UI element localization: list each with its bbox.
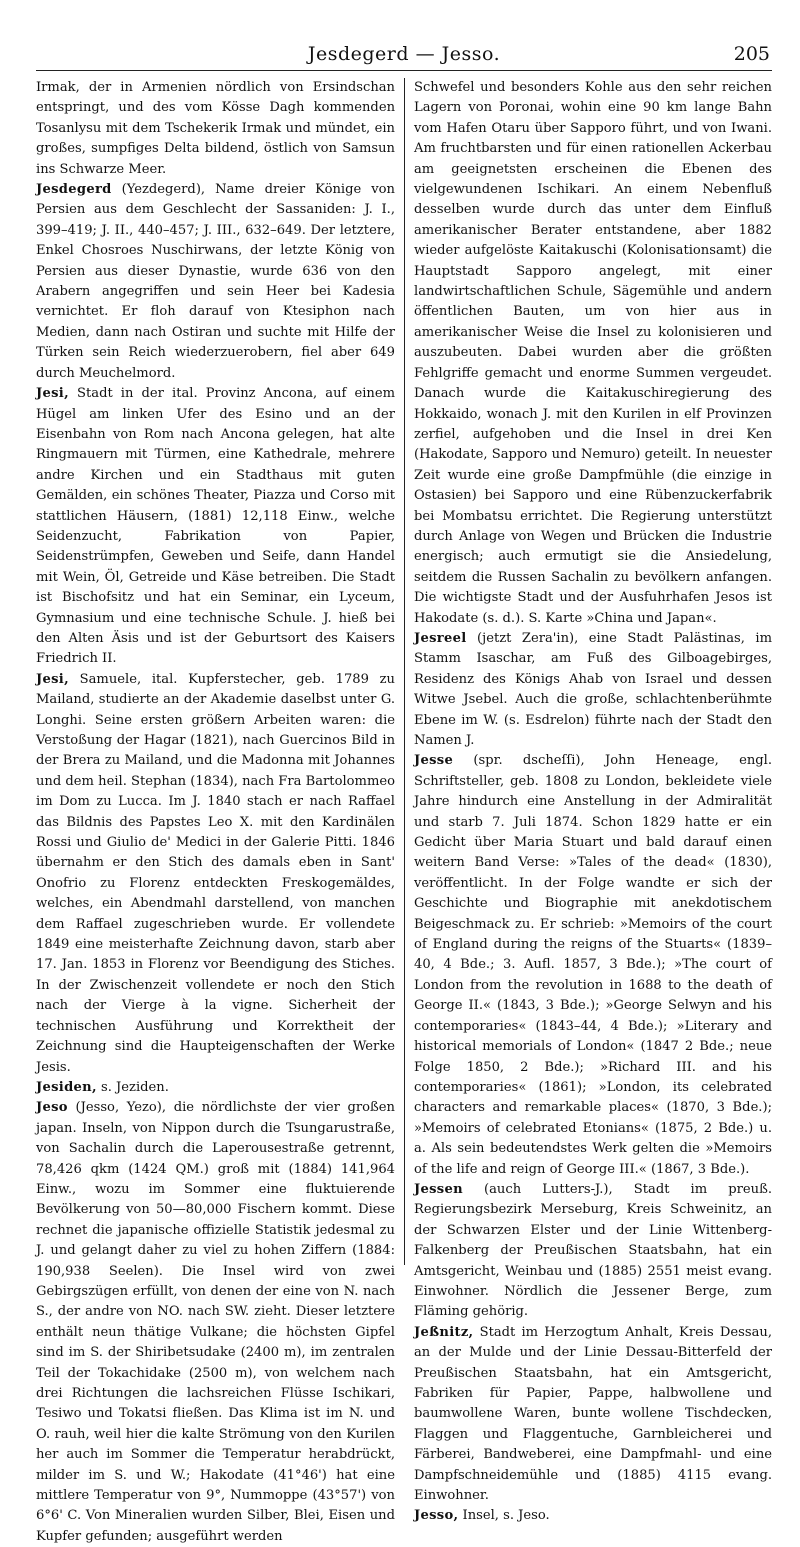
entry-text: (Yezdegerd), Name dreier Könige von Persien aus dem Geschlecht der Sassaniden: J. I., 399–419; J. II., 440–457; J. III., 632–649. Der letztere, Enkel Chosroes Nuschirwans, der letzte König von Persien aus dieser Dynastie, wurde 636 von den Arabern angegriffen und sein Heer bei Kadesia vernichtet. Er floh darauf von Ktesiphon nach Medien, dann nach Ostiran und suchte mit Hilfe der Türken sein Reich wiederzuerobern, fiel aber 649 durch Meuchelmord. [36, 182, 395, 381]
entry-text: Irmak, der in Armenien nördlich von Ersindschan entspringt, und des vom Kösse Dagh kommenden Tosanlysu mit dem Tschekerik Irmak und mündet, ein großes, sumpfiges Delta bildend, östlich von Samsun ins Schwarze Meer. [36, 80, 395, 177]
left-column [36, 78, 404, 1544]
running-title: Jesdegerd — Jesso. [307, 43, 501, 65]
entry-headword: Jesse [414, 753, 454, 769]
text-columns [36, 78, 772, 1544]
entry-text: Schwefel und besonders Kohle aus den sehr reichen Lagern von Poronai, wohin eine 90 km lange Bahn vom Hafen Otaru über Sapporo führt, und von Iwani. Am fruchtbarsten und für einen rationellen Ackerbau am geeignetsten erscheinen die Ebenen des vielgewundenen Ischikari. An einem Nebenfluß desselben wurde durch das unter dem Einfluß amerikanischer Berater entstandene, aber 1882 wieder aufgelöste Kaitakuschi (Kolonisationsamt) die Hauptstadt Sapporo angelegt, mit einer landwirtschaftlichen Schule, Sägemühle und andern öffentlichen Bauten, um von hier aus in amerikanischer Weise die Insel zu kolonisieren und auszubeuten. Dabei wurden aber die größten Fehlgriffe gemacht und enorme Summen vergeudet. Danach wurde die Kaitakuschiregierung des Hokkaido, wonach J. mit den Kurilen in elf Provinzen zerfiel, aufgehoben und die Insel in drei Ken (Hakodate, Sapporo und Nemuro) geteilt. In neuester Zeit wurde eine große Dampfmühle (die einzige in Ostasien) bei Sapporo und eine Rübenzuckerfabrik bei Mombatsu errichtet. Die Regierung unterstützt durch Anlage von Wegen und Brücken die Industrie energisch; auch ermutigt sie die Ansiedelung, seitdem die Russen Sachalin zu bevölkern anfangen. Die wichtigste Stadt und der Ausfuhrhafen Jesos ist Hakodate (s. d.). S. Karte »China und Japan«. [414, 80, 772, 626]
running-header [36, 40, 772, 71]
entry-jesi-samuele [36, 670, 395, 1078]
entry-headword: Jeso [36, 1100, 68, 1116]
entry-jesiden [36, 1078, 395, 1098]
entry-headword: Jesdegerd [36, 182, 112, 198]
entry-text: Samuele, ital. Kupferstecher, geb. 1789 zu Mailand, studierte an der Akademie daselbst unter G. Longhi. Seine ersten größern Arbeiten waren: die Verstoßung der Hagar (1821), nach Guercinos Bild in der Brera zu Mailand, und die Madonna mit Johannes und dem heil. Stephan (1834), nach Fra Bartolommeo im Dom zu Lucca. Im J. 1840 stach er nach Raffael das Bildnis des Papstes Leo X. mit den Kardinälen Rossi und Giulio de' Medici in der Galerie Pitti. 1846 übernahm er den Stich des damals eben in Sant' Onofrio zu Florenz entdeckten Freskogemäldes, welches, ein Abendmahl darstellend, von manchen dem Raffael zugeschrieben wurde. Er vollendete 1849 eine meisterhafte Zeichnung davon, starb aber 17. Jan. 1853 in Florenz vor Beendigung des Stiches. In der Zwischenzeit vollendete er noch den Stich nach der Vierge à la vigne. Sicherheit der technischen Ausführung und Korrektheit der Zeichnung sind die Haupteigenschaften der Werke Jesis. [36, 671, 395, 1075]
entry-text: (spr. dscheſſi), John Heneage, engl. Schriftsteller, geb. 1808 zu London, bekleidete viele Jahre hindurch eine Anstellung in der Admiralität und starb 7. Juli 1874. Schon 1829 hatte er ein Gedicht über Maria Stuart und bald darauf einen weitern Band Verse: »Tales of the dead« (1830), veröffentlicht. In der Folge wandte er sich der Geschichte und Biographie mit anekdotischem Beigeschmack zu. Er schrieb: »Memoirs of the court of England during the reigns of the Stuarts« (1839–40, 4 Bde.; 3. Aufl. 1857, 3 Bde.); »The court of London from the revolution in 1688 to the death of George II.« (1843, 3 Bde.); »George Selwyn and his contemporaries« (1843–44, 4 Bde.); »Literary and historical memorials of London« (1847 2 Bde.; neue Folge 1850, 2 Bde.); »Richard III. and his contemporaries« (1861); »London, its celebrated characters and remarkable places« (1870, 3 Bde.); »Memoirs of celebrated Etonians« (1875, 2 Bde.) u. a. Als sein bedeutendstes Werk gelten die »Memoirs of the life and reign of George III.« (1867, 3 Bde.). [414, 753, 772, 1177]
entry-jesdegerd [36, 180, 395, 384]
entry-jeso-continued [414, 78, 772, 629]
entry-text: (Jesso, Yezo), die nördlichste der vier großen japan. Inseln, von Nippon durch die Tsungarustraße, von Sachalin durch die Laperousestraße getrennt, 78,426 qkm (1424 QM.) groß mit (1884) 141,964 Einw., wozu im Sommer eine fluktuierende Bevölkerung von 50—80,000 Fischern kommt. Diese rechnet die japanische offizielle Statistik jedesmal zu J. und gelangt daher zu viel zu hohen Ziffern (1884: 190,938 Seelen). Die Insel wird von zwei Gebirgszügen erfüllt, von denen der eine von N. nach S., der andre von NO. nach SW. zieht. Dieser letztere enthält neun thätige Vulkane; die höchsten Gipfel sind im S. der Shiribetsudake (2400 m), im zentralen Teil der Tokachidake (2500 m), von welchem nach drei Richtungen die lachsreichen Flüsse Ischikari, Tesiwo und Tokatsi fließen. Das Klima ist im N. und O. rauh, weil hier die kalte Strömung von den Kurilen her auch im Sommer die Temperatur herabdrückt, milder im S. und W.; Hakodate (41°46') hat eine mittlere Temperatur von 9°, Nummoppe (43°57') von 6°6' C. Von Mineralien wurden Silber, Blei, Eisen und Kupfer gefunden; ausgeführt werden [36, 1100, 395, 1544]
entry-jesreel [414, 629, 772, 751]
entry-text: (auch Lutters-J.), Stadt im preuß. Regierungsbezirk Merseburg, Kreis Schweinitz, an der Schwarzen Elster und der Linie Wittenberg-Falkenberg der Preußischen Staatsbahn, hat ein Amtsgericht, Weinbau und (1885) 2551 meist evang. Einwohner. Nördlich die Jessener Berge, zum Fläming gehörig. [414, 1181, 772, 1320]
entry-text: Insel, s. Jeso. [458, 1508, 550, 1524]
entry-jesso [414, 1506, 772, 1526]
entry-jessen [414, 1180, 772, 1323]
entry-jessnitz [414, 1323, 772, 1507]
entry-irmak-continued [36, 78, 395, 180]
entry-headword: Jesreel [414, 630, 467, 646]
entry-headword: Jesi, [36, 671, 69, 687]
entry-text: s. Jeziden. [96, 1079, 169, 1095]
entry-headword: Jesiden, [36, 1079, 97, 1095]
entry-text: (jetzt Zera'in), eine Stadt Palästinas, im Stamm Isaschar, am Fuß des Gilboagebirges, Residenz des Königs Ahab von Israel und dessen Witwe Jsebel. Auch die große, schlachtenberühmte Ebene im W. (s. Esdrelon) führte nach der Stadt den Namen J. [414, 630, 772, 748]
entry-jeso [36, 1098, 395, 1547]
entry-jesi-city [36, 384, 395, 670]
page-number: 205 [733, 43, 770, 65]
entry-text: Stadt im Herzogtum Anhalt, Kreis Dessau, an der Mulde und der Linie Dessau-Bitterfeld der Preußischen Staatsbahn, hat ein Amtsgericht, Fabriken für Papier, Pappe, halbwollene und baumwollene Waren, bunte wollene Tischdecken, Flaggen und Flaggentuche, Garnbleicherei und Färberei, Bandweberei, eine Dampfmahl- und eine Dampfschneidemühle und (1885) 4115 evang. Einwohner. [414, 1324, 772, 1504]
entry-headword: Jesi, [36, 386, 69, 402]
entry-headword: Jessen [414, 1181, 463, 1197]
right-column [404, 78, 772, 1524]
entry-text: Stadt in der ital. Provinz Ancona, auf einem Hügel am linken Ufer des Esino und an der Eisenbahn von Rom nach Ancona gelegen, hat alte Ringmauern mit Türmen, eine Kathedrale, mehrere andre Kirchen und ein Stadthaus mit guten Gemälden, ein schönes Theater, Piazza und Corso mit stattlichen Häusern, (1881) 12,118 Einw., welche Seidenzucht, Fabrikation von Papier, Seidenstrümpfen, Geweben und Seife, dann Handel mit Wein, Öl, Getreide und Käse betreiben. Die Stadt ist Bischofsitz und hat ein Seminar, ein Lyceum, Gymnasium und eine technische Schule. J. hieß bei den Alten Äsis und ist der Geburtsort des Kaisers Friedrich II. [36, 386, 395, 667]
entry-jesse [414, 751, 772, 1180]
entry-headword: Jeßnitz, [414, 1324, 474, 1340]
entry-headword: Jesso, [414, 1508, 459, 1524]
